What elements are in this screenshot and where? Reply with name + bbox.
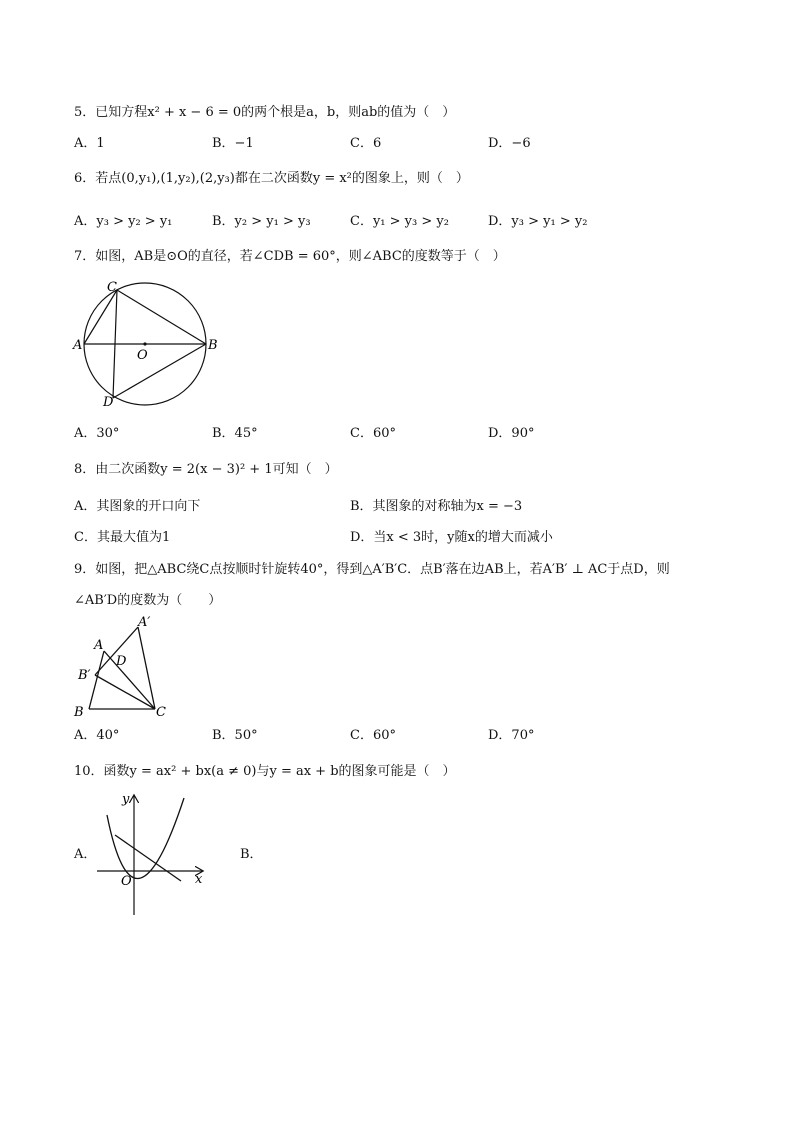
question-9-option-d: D．70°: [488, 728, 535, 743]
question-7-stem: 7．如图，AB是⊙O的直径，若∠CDB = 60°，则∠ABC的度数等于（ ）: [74, 249, 506, 264]
label-o: O: [121, 874, 132, 889]
question-6-option-c: C．y₁ > y₃ > y₂: [350, 214, 449, 229]
segment-b-prime-c: [95, 675, 155, 709]
segment-ac: [104, 651, 155, 709]
label-b-prime: B′: [78, 668, 91, 683]
question-10-stem: 10．函数y = ax² + bx(a ≠ 0)与y = ax + b的图象可能是（ ）: [74, 764, 456, 779]
question-5-option-a: A．1: [74, 136, 105, 151]
label-d: D: [116, 654, 127, 669]
label-c: C: [107, 280, 117, 295]
label-y: y: [122, 792, 130, 807]
label-a-prime: A′: [138, 615, 151, 630]
chord-ac: [84, 290, 117, 344]
question-9-stem-line-2: ∠AB′D的度数为（ ）: [74, 593, 222, 608]
question-10-option-b: B．: [240, 847, 263, 862]
question-7-option-a: A．30°: [74, 426, 120, 441]
label-x: x: [195, 872, 203, 887]
question-5-option-c: C．6: [350, 136, 382, 151]
graph-figure-a: [94, 790, 214, 920]
question-6-option-d: D．y₃ > y₁ > y₂: [488, 214, 588, 229]
label-b: B: [208, 338, 218, 353]
question-5-option-d: D．−6: [488, 136, 531, 151]
question-7-option-b: B．45°: [212, 426, 258, 441]
question-7-option-d: D．90°: [488, 426, 535, 441]
chord-db: [113, 344, 206, 398]
label-a: A: [94, 638, 104, 653]
question-6-option-b: B．y₂ > y₁ > y₃: [212, 214, 311, 229]
question-7-option-c: C．60°: [350, 426, 396, 441]
question-9-option-a: A．40°: [74, 728, 120, 743]
question-5-stem: 5．已知方程x² + x − 6 = 0的两个根是a，b，则ab的值为（ ）: [74, 105, 456, 120]
circle-figure: [70, 278, 230, 413]
rotation-figure: [70, 613, 180, 723]
label-c: C: [156, 705, 166, 720]
question-6-option-a: A．y₃ > y₂ > y₁: [74, 214, 173, 229]
label-b: B: [74, 705, 84, 720]
question-10-option-a: A．: [74, 847, 97, 862]
question-8-option-b: B．其图象的对称轴为x = −3: [350, 499, 523, 514]
question-9-option-c: C．60°: [350, 728, 396, 743]
question-5-option-b: B．−1: [212, 136, 254, 151]
chord-cb: [117, 290, 206, 344]
question-8-stem: 8．由二次函数y = 2(x − 3)² + 1可知（ ）: [74, 462, 338, 477]
segment-a-prime-c: [138, 627, 155, 709]
segment-ba: [89, 651, 104, 709]
question-6-stem: 6．若点(0,y₁),(1,y₂),(2,y₃)都在二次函数y = x²的图象上，则（ ）: [74, 171, 469, 186]
question-9-stem-line-1: 9．如图，把△ABC绕C点按顺时针旋转40°，得到△A′B′C．点B′落在边AB上，若A′B′ ⊥ AC于点D，则: [74, 562, 670, 577]
question-8-option-a: A．其图象的开口向下: [74, 499, 201, 514]
label-a: A: [73, 338, 83, 353]
center-point: [143, 342, 146, 345]
question-9-option-b: B．50°: [212, 728, 258, 743]
label-o: O: [137, 348, 148, 363]
label-d: D: [103, 395, 114, 410]
question-8-option-d: D．当x < 3时，y随x的增大而减小: [350, 530, 553, 545]
question-8-option-c: C．其最大值为1: [74, 530, 171, 545]
